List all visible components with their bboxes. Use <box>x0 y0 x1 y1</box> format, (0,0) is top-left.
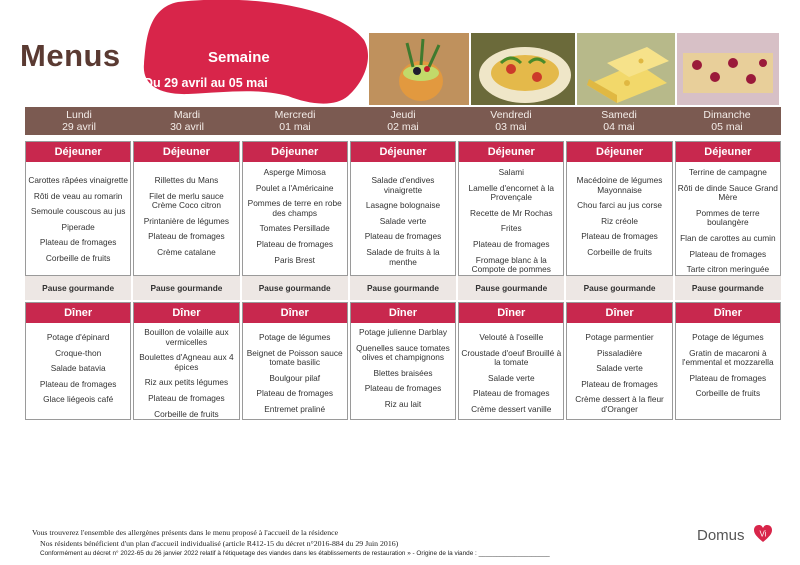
menu-item: Crème catalane <box>157 246 216 257</box>
menu-item: Plateau de fromages <box>581 378 658 389</box>
menu-item: Corbeille de fruits <box>154 408 219 419</box>
menu-item: Rôti de veau au romarin <box>33 190 123 201</box>
meat-origin-notice: Conformément au décret n° 2022-65 du 26 janvier 2022 relatif à l'étiquetage des viandes dans les établissements de restauration » - Origine de la viande : ____________________ <box>40 550 550 557</box>
allergen-notice: Vous trouverez l'ensemble des allergènes présents dans le menu proposé à l'accueil de la résidence <box>32 528 339 537</box>
menu-item: Potage d'épinard <box>46 332 110 342</box>
day-header: Mercredi 01 mai <box>274 109 316 133</box>
snack-label: Pause gourmande <box>675 276 781 300</box>
lunch-column <box>242 141 348 276</box>
menu-item: Blettes braisées <box>373 367 433 378</box>
lunch-heading: Déjeuner <box>26 142 130 162</box>
menu-item: Beignet de Poisson sauce tomate basilic <box>246 347 343 368</box>
lunch-heading: Déjeuner <box>351 142 455 162</box>
dinner-heading: Dîner <box>351 303 455 323</box>
menu-item: Bouillon de volaille aux vermicelles <box>144 327 229 347</box>
lunch-heading: Déjeuner <box>567 142 671 162</box>
menu-item: Rillettes du Mans <box>154 175 219 185</box>
menu-item: Pommes de terre en robe des champs <box>247 198 342 218</box>
menu-item: Potage julienne Darblay <box>358 327 448 337</box>
logo-text: Domus <box>697 527 745 544</box>
lunch-column <box>350 141 456 276</box>
snack-label: Pause gourmande <box>566 276 672 300</box>
menu-item: Plateau de fromages <box>148 231 225 242</box>
menu-item: Salami <box>498 167 524 177</box>
svg-text:Vi: Vi <box>759 529 767 539</box>
menu-item: Salade batavia <box>50 363 106 374</box>
menu-item: Plateau de fromages <box>472 388 550 399</box>
menu-item: Corbeille de fruits <box>45 252 111 263</box>
snack-label: Pause gourmande <box>350 276 456 300</box>
dinner-grid <box>25 302 781 419</box>
dinner-column <box>25 302 131 420</box>
menu-item: Boulgour pilaf <box>269 372 321 383</box>
snack-label: Pause gourmande <box>458 276 564 300</box>
lunch-column <box>458 141 564 276</box>
dinner-heading: Dîner <box>676 303 780 323</box>
dinner-column <box>133 302 239 420</box>
menu-item: Potage de légumes <box>258 332 331 342</box>
lunch-column <box>133 141 239 276</box>
menu-item: Plateau de fromages <box>148 392 225 403</box>
menu-item: Recette de Mr Rochas <box>470 207 553 218</box>
menu-item: Crème dessert à la fleur d'Oranger <box>575 394 664 414</box>
day-header: Vendredi 03 mai <box>490 109 532 133</box>
menu-item: Boulettes d'Agneau aux 4 épices <box>139 352 234 372</box>
dinner-heading: Dîner <box>567 303 671 323</box>
snack-row <box>25 276 781 300</box>
menu-item: Piperade <box>61 221 95 232</box>
snack-label: Pause gourmande <box>242 276 348 300</box>
week-label: Semaine <box>208 49 270 66</box>
day-header: Samedi 04 mai <box>601 109 637 133</box>
menu-item: Salade d'endives vinaigrette <box>371 175 435 195</box>
menu-item: Riz au lait <box>384 398 422 409</box>
menu-item: Macédoine de légumes Mayonnaise <box>576 175 663 195</box>
heart-icon <box>753 524 773 544</box>
menu-item: Plateau de fromages <box>581 231 658 242</box>
lunch-grid <box>25 141 781 276</box>
page-title: Menus <box>20 38 121 73</box>
menu-item: Plateau de fromages <box>256 238 333 249</box>
photo-verrine <box>369 33 469 105</box>
menu-item: Plateau de fromages <box>472 238 550 249</box>
lunch-column <box>25 141 131 276</box>
menu-item: Plateau de fromages <box>689 372 767 383</box>
menu-item: Corbeille de fruits <box>587 246 652 257</box>
menu-item: Pissaladière <box>596 347 643 358</box>
menu-item: Gratin de macaroni à l'emmental et mozzarella <box>682 347 774 368</box>
dinner-heading: Dîner <box>459 303 563 323</box>
menu-item: Salade verte <box>596 363 643 374</box>
menu-item: Paris Brest <box>274 254 315 265</box>
menu-item: Lasagne bolognaise <box>365 200 441 211</box>
menu-item: Tomates Persillade <box>259 223 330 234</box>
menu-item: Croustade d'oeuf Brouillé à la tomate <box>461 347 562 368</box>
menu-item: Riz aux petits légumes <box>144 377 229 388</box>
snack-label: Pause gourmande <box>25 276 131 300</box>
menu-item: Tarte citron meringuée <box>686 264 770 275</box>
menu-item: Crème dessert vanille <box>471 403 552 414</box>
menu-item: Pommes de terre boulangère <box>696 207 760 228</box>
day-header: Jeudi 02 mai <box>387 109 419 133</box>
menu-item: Poulet a l'Américaine <box>255 182 334 193</box>
dinner-heading: Dîner <box>26 303 130 323</box>
menu-item: Frites <box>500 223 522 234</box>
dinner-column <box>458 302 564 420</box>
lunch-heading: Déjeuner <box>459 142 563 162</box>
menu-item: Plateau de fromages <box>364 231 442 242</box>
menu-item: Croque-thon <box>55 347 102 358</box>
lunch-column <box>566 141 672 276</box>
menu-item: Salade verte <box>487 372 535 383</box>
dinner-heading: Dîner <box>134 303 238 323</box>
menu-item: Salade de fruits à la menthe <box>366 246 440 267</box>
dinner-heading: Dîner <box>243 303 347 323</box>
snack-label: Pause gourmande <box>133 276 239 300</box>
day-header: Lundi 29 avril <box>62 109 96 133</box>
dinner-column <box>242 302 348 420</box>
menu-item: Lamelle d'encornet à la Provençale <box>468 182 555 203</box>
menu-item: Flan de carottes au cumin <box>680 232 776 243</box>
menu-item: Plateau de fromages <box>39 378 117 389</box>
menu-item: Potage de légumes <box>692 332 764 342</box>
menu-item: Rôti de dinde Sauce Grand Mère <box>677 182 778 203</box>
menu-item: Plateau de fromages <box>689 248 767 259</box>
domusvi-logo <box>697 522 777 548</box>
menu-item: Riz créole <box>601 215 638 226</box>
menu-item: Printanière de légumes <box>143 215 230 226</box>
menu-item: Semoule couscous au jus <box>30 206 126 217</box>
lunch-heading: Déjeuner <box>243 142 347 162</box>
day-header: Dimanche 05 mai <box>703 109 751 133</box>
menu-item: Velouté à l'oseille <box>479 332 544 342</box>
menu-item: Salade verte <box>379 215 427 226</box>
menu-item: Terrine de campagne <box>688 167 767 177</box>
menu-item: Plateau de fromages <box>39 237 117 248</box>
menu-item: Quenelles sauce tomates olives et champignons <box>356 342 450 363</box>
menu-item: Carottes râpées vinaigrette <box>28 175 128 185</box>
photo-pasta <box>471 33 575 105</box>
welcome-plan-notice: Nos résidents bénéficient d'un plan d'accueil individualisé (article R412-15 du décret n°2016-884 du 29 Juin 2016) <box>40 539 399 548</box>
page-header <box>0 0 800 108</box>
dinner-column <box>350 302 456 420</box>
menu-item: Asperge Mimosa <box>263 167 326 177</box>
menu-item: Fromage blanc à la Compote de pommes <box>471 254 551 275</box>
menu-item: Chou farci au jus corse <box>577 200 662 211</box>
menu-item: Filet de merlu sauce Crème Coco citron <box>149 190 224 211</box>
date-range: Du 29 avril au 05 mai <box>144 76 268 90</box>
photo-clafoutis <box>677 33 779 105</box>
photo-cheese <box>577 33 675 105</box>
menu-item: Potage parmentier <box>585 332 654 342</box>
lunch-heading: Déjeuner <box>134 142 238 162</box>
menu-item: Entremet praliné <box>264 403 326 414</box>
day-header: Mardi 30 avril <box>170 109 204 133</box>
menu-item: Glace liégeois café <box>43 394 114 405</box>
menu-item: Plateau de fromages <box>256 388 333 399</box>
days-header <box>25 107 781 135</box>
dinner-column <box>675 302 781 420</box>
lunch-heading: Déjeuner <box>676 142 780 162</box>
menu-item: Corbeille de fruits <box>695 388 761 399</box>
menu-item: Plateau de fromages <box>364 383 442 394</box>
lunch-column <box>675 141 781 276</box>
dinner-column <box>566 302 672 420</box>
food-photos <box>369 33 779 105</box>
